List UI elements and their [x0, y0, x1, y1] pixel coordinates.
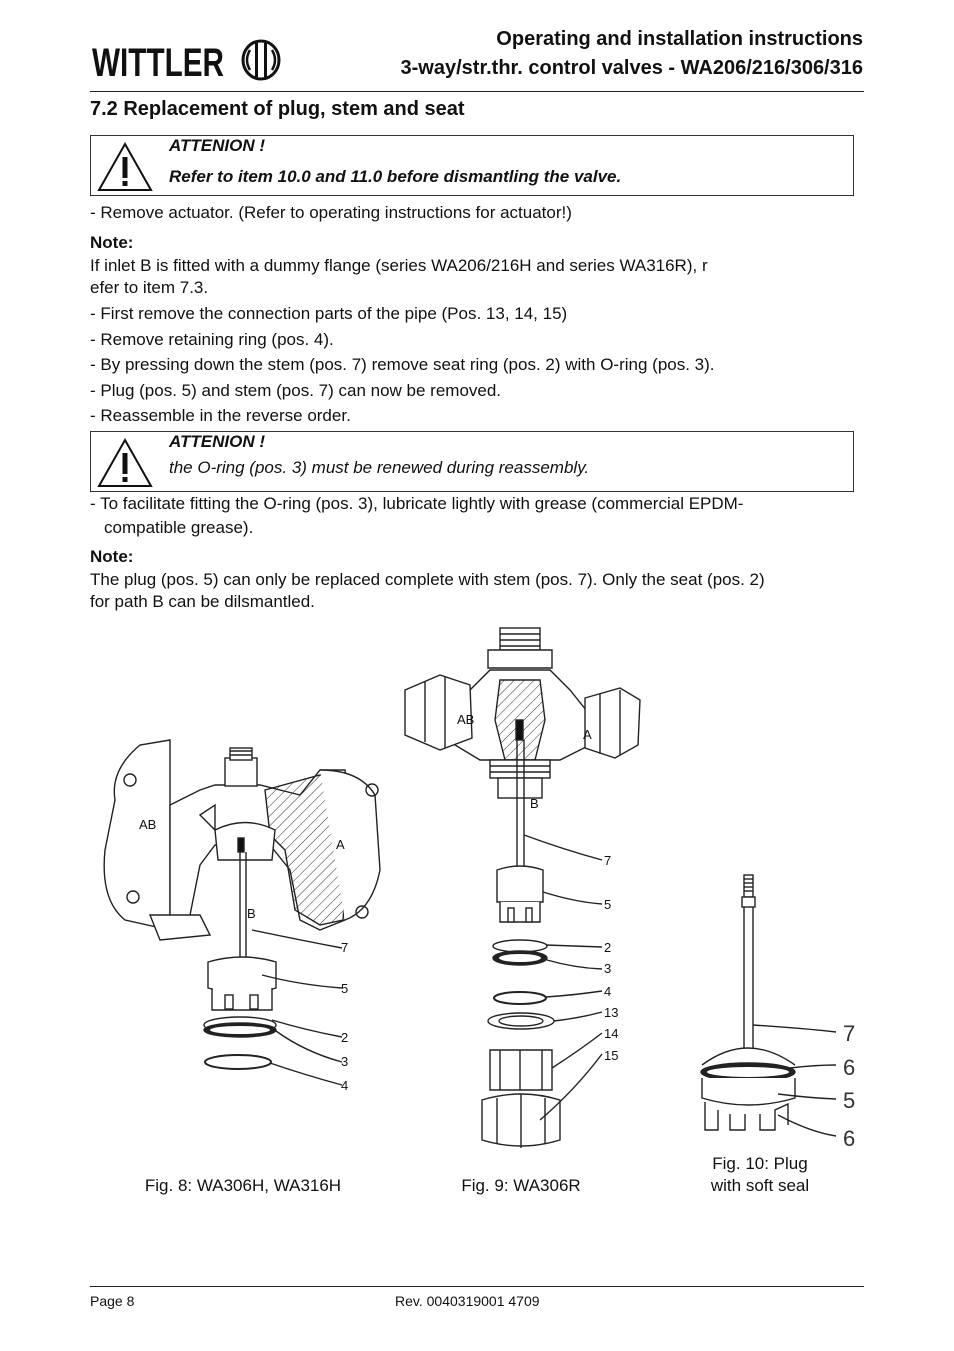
- fig9-caption: Fig. 9: WA306R: [461, 1176, 581, 1195]
- logo-wordmark: WITTLER: [92, 41, 225, 84]
- wittler-logo: [90, 38, 290, 84]
- fig9-part-7: 7: [604, 853, 612, 868]
- warning-2-heading: ATTENION !: [169, 432, 266, 451]
- note-1-line-1: If inlet B is fitted with a dummy flange (series WA206/216H and series WA316R), r: [90, 256, 708, 275]
- warning-triangle-icon: [97, 140, 153, 192]
- warning-box-1: [90, 135, 854, 196]
- fig9-part-15: 15: [604, 1048, 619, 1063]
- fig9-port-b: B: [530, 796, 539, 811]
- fig10-part-6-top: 6: [843, 1055, 856, 1080]
- step-5: - Reassemble in the reverse order.: [90, 406, 351, 425]
- fig8-part-3: 3: [341, 1054, 349, 1069]
- step-1: - First remove the connection parts of the pipe (Pos. 13, 14, 15): [90, 304, 568, 323]
- fig9-port-ab: AB: [457, 712, 475, 727]
- step-2: - Remove retaining ring (pos. 4).: [90, 330, 334, 349]
- lubricate-line-1: - To facilitate fitting the O-ring (pos. 3), lubricate lightly with grease (commercial EPDM-: [90, 494, 744, 513]
- fig10-caption-line-2: with soft seal: [710, 1176, 810, 1195]
- header-divider: [90, 91, 864, 92]
- warning-2-text: the O-ring (pos. 3) must be renewed during reassembly.: [169, 458, 590, 477]
- figure-10-drawing: [701, 875, 836, 1136]
- warning-box-2: [90, 431, 854, 492]
- fig9-part-5: 5: [604, 897, 612, 912]
- warning-1-text: Refer to item 10.0 and 11.0 before dismantling the valve.: [169, 167, 622, 186]
- note-2-line-1: The plug (pos. 5) can only be replaced complete with stem (pos. 7). Only the seat (pos. 2): [90, 570, 765, 589]
- step-3: - By pressing down the stem (pos. 7) remove seat ring (pos. 2) with O-ring (pos. 3).: [90, 355, 715, 374]
- header-title-1: Operating and installation instructions: [496, 28, 863, 50]
- page-number: Page 8: [90, 1293, 135, 1309]
- step-4: - Plug (pos. 5) and stem (pos. 7) can now be removed.: [90, 381, 502, 400]
- fig8-part-7: 7: [341, 940, 349, 955]
- fig10-caption-line-1: Fig. 10: Plug: [712, 1154, 808, 1173]
- fig9-port-a: A: [583, 727, 592, 742]
- fig9-part-4: 4: [604, 984, 612, 999]
- note-2-label: Note:: [90, 547, 134, 566]
- fig10-part-5: 5: [843, 1088, 856, 1113]
- fig10-part-7: 7: [843, 1021, 856, 1046]
- logo: [90, 38, 290, 89]
- lubricate-line-2: compatible grease).: [104, 518, 254, 537]
- fig9-part-14: 14: [604, 1026, 619, 1041]
- fig9-part-13: 13: [604, 1005, 619, 1020]
- fig8-caption: Fig. 8: WA306H, WA316H: [144, 1176, 342, 1195]
- figure-8-drawing: [104, 740, 380, 1085]
- revision-number: Rev. 0040319001 4709: [395, 1293, 540, 1309]
- fig8-port-ab: AB: [139, 817, 157, 832]
- figure-9-drawing: [405, 628, 640, 1148]
- footer-divider: [90, 1286, 864, 1287]
- header-title-2: 3-way/str.thr. control valves - WA206/216/306/316: [400, 57, 863, 79]
- section-title: 7.2 Replacement of plug, stem and seat: [90, 98, 465, 120]
- fig8-part-2: 2: [341, 1030, 349, 1045]
- fig8-port-a: A: [336, 837, 345, 852]
- warning-1-heading: ATTENION !: [169, 136, 266, 155]
- note-1-label: Note:: [90, 233, 134, 252]
- valve-figures: [0, 620, 954, 1180]
- fig8-port-b: B: [247, 906, 256, 921]
- fig10-part-6-bottom: 6: [843, 1126, 856, 1151]
- fig9-part-2: 2: [604, 940, 612, 955]
- figure-10-labels: [843, 1021, 855, 1151]
- note-1-line-2: efer to item 7.3.: [90, 278, 209, 297]
- warning-triangle-icon: [97, 436, 153, 488]
- note-2-line-2: for path B can be dilsmantled.: [90, 592, 315, 611]
- fig9-part-3: 3: [604, 961, 612, 976]
- step-remove-actuator: - Remove actuator. (Refer to operating instructions for actuator!): [90, 203, 572, 222]
- fig8-part-5: 5: [341, 981, 349, 996]
- fig8-part-4: 4: [341, 1078, 349, 1093]
